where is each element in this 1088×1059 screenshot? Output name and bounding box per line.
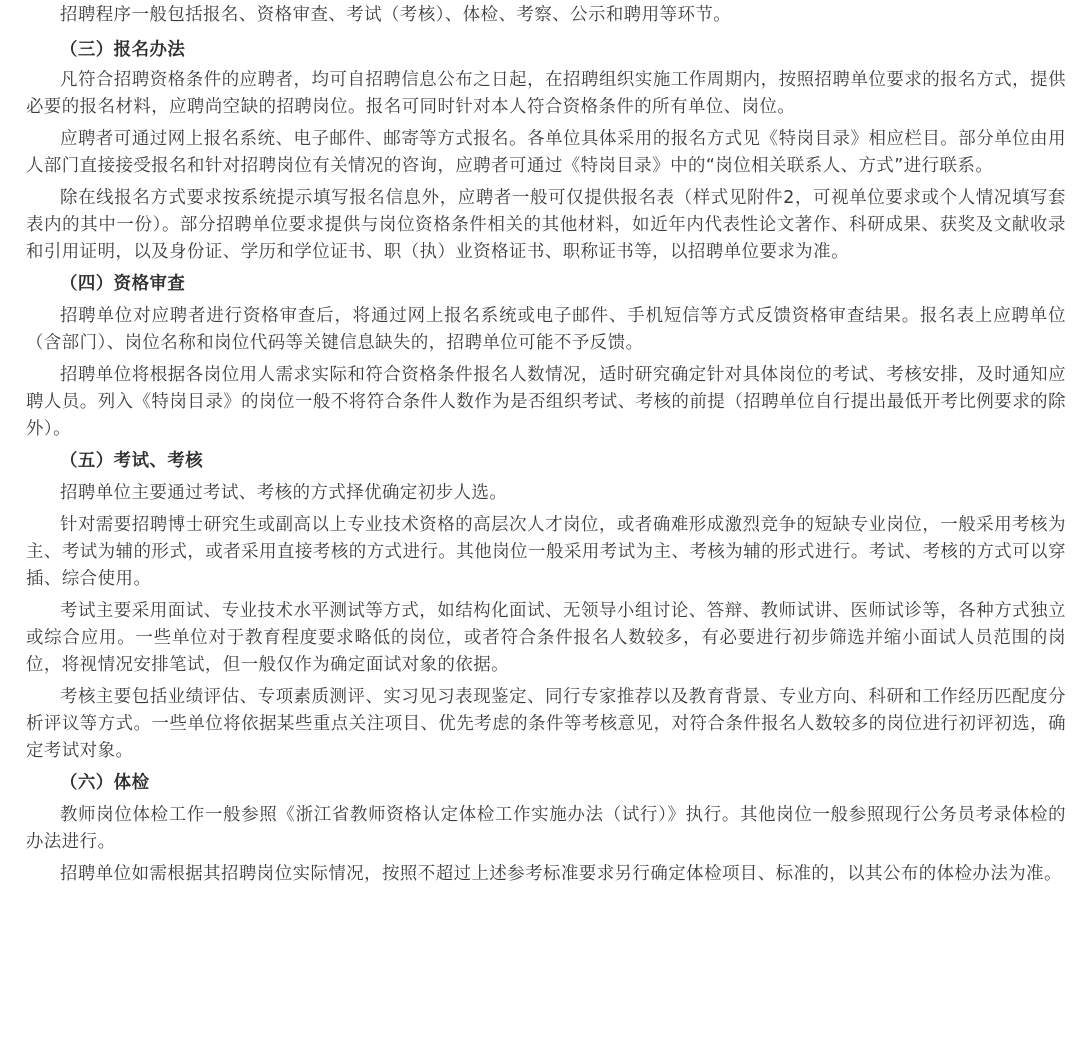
section-heading-3: （三）报名办法 [60, 40, 186, 60]
section-4-paragraph-2: 招聘单位将根据各岗位用人需求实际和符合资格条件报名人数情况，适时研究确定针对具体岗位的考试、考核安排，及时通知应聘人员。列入《特岗目录》的岗位一般不将符合条件人数作为是否组织考试、考核的前提（招聘单位自行提出最低开考比例要求的除外）。 [26, 365, 1066, 439]
section-heading-4: （四）资格审查 [60, 274, 186, 294]
section-6-paragraph-1: 教师岗位体检工作一般参照《浙江省教师资格认定体检工作实施办法（试行）》执行。其他岗位一般参照现行公务员考录体检的办法进行。 [26, 805, 1066, 852]
section-4-paragraph-1: 招聘单位对应聘者进行资格审查后，将通过网上报名系统或电子邮件、手机短信等方式反馈资格审查结果。报名表上应聘单位（含部门）、岗位名称和岗位代码等关键信息缺失的，招聘单位可能不予反馈。 [26, 306, 1066, 353]
section-5-paragraph-4: 考核主要包括业绩评估、专项素质测评、实习见习表现鉴定、同行专家推荐以及教育背景、专业方向、科研和工作经历匹配度分析评议等方式。一些单位将依据某些重点关注项目、优先考虑的条件等考核意见，对符合条件报名人数较多的岗位进行初评初选，确定考试对象。 [26, 687, 1066, 761]
section-5-paragraph-2: 针对需要招聘博士研究生或副高以上专业技术资格的高层次人才岗位，或者确难形成激烈竞争的短缺专业岗位，一般采用考核为主、考试为辅的形式，或者采用直接考核的方式进行。其他岗位一般采用考试为主、考核为辅的形式进行。考试、考核的方式可以穿插、综合使用。 [26, 515, 1066, 589]
intro-paragraph: 招聘程序一般包括报名、资格审查、考试（考核）、体检、考察、公示和聘用等环节。 [60, 5, 732, 25]
section-heading-5: （五）考试、考核 [60, 451, 204, 471]
section-5-paragraph-1: 招聘单位主要通过考试、考核的方式择优确定初步人选。 [60, 483, 508, 503]
section-heading-6: （六）体检 [60, 773, 150, 793]
section-5-paragraph-3: 考试主要采用面试、专业技术水平测试等方式，如结构化面试、无领导小组讨论、答辩、教师试讲、医师试诊等，各种方式独立或综合应用。一些单位对于教育程度要求略低的岗位，或者符合条件报名人数较多，有必要进行初步筛选并缩小面试人员范围的岗位，将视情况安排笔试，但一般仅作为确定面试对象的依据。 [26, 601, 1066, 675]
section-3-paragraph-3: 除在线报名方式要求按系统提示填写报名信息外，应聘者一般可仅提供报名表（样式见附件2，可视单位要求或个人情况填写套表内的其中一份）。部分招聘单位要求提供与岗位资格条件相关的其他材料，如近年内代表性论文著作、科研成果、获奖及文献收录和引用证明，以及身份证、学历和学位证书、职（执）业资格证书、职称证书等，以招聘单位要求为准。 [26, 188, 1066, 262]
section-3-paragraph-1: 凡符合招聘资格条件的应聘者，均可自招聘信息公布之日起，在招聘组织实施工作周期内，按照招聘单位要求的报名方式，提供必要的报名材料，应聘尚空缺的招聘岗位。报名可同时针对本人符合资格条件的所有单位、岗位。 [26, 70, 1066, 117]
section-3-paragraph-2: 应聘者可通过网上报名系统、电子邮件、邮寄等方式报名。各单位具体采用的报名方式见《特岗目录》相应栏目。部分单位由用人部门直接接受报名和针对招聘岗位有关情况的咨询，应聘者可通过《特岗目录》中的“岗位相关联系人、方式”进行联系。 [26, 129, 1066, 176]
section-6-paragraph-2: 招聘单位如需根据其招聘岗位实际情况，按照不超过上述参考标准要求另行确定体检项目、标准的，以其公布的体检办法为准。 [60, 864, 1062, 884]
